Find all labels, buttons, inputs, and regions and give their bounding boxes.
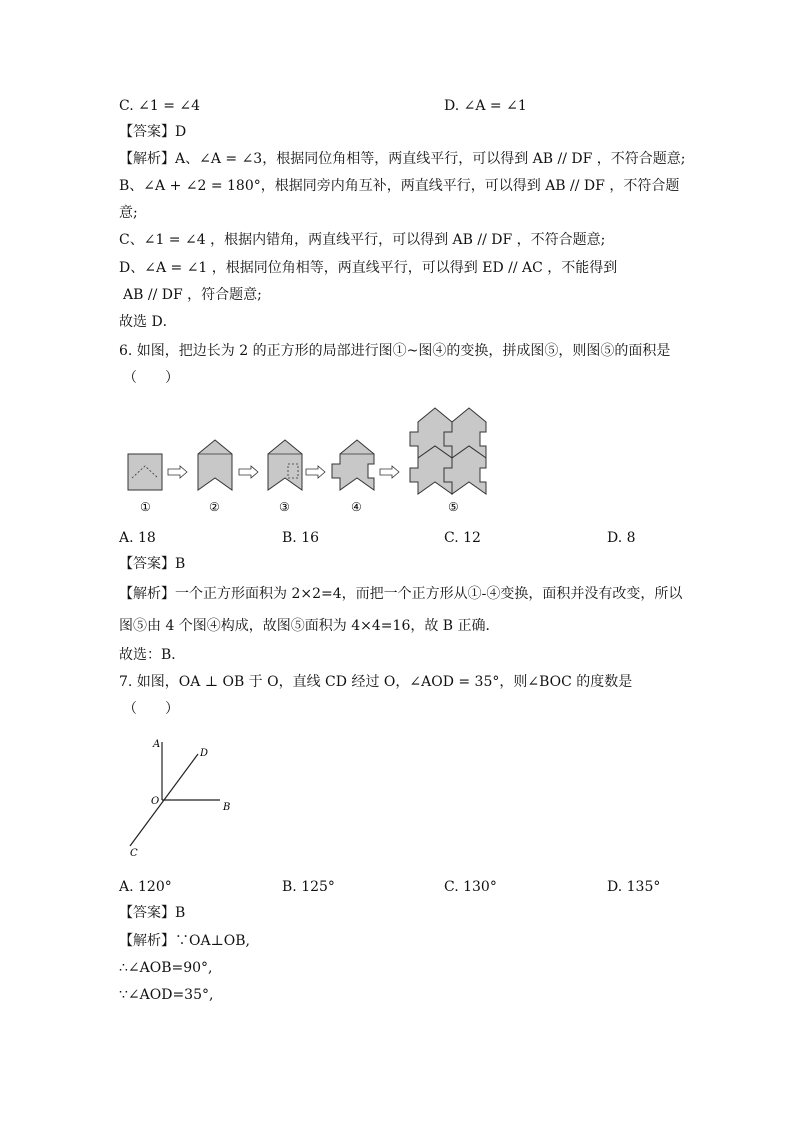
fig4-shape	[332, 440, 374, 490]
q5-analysis-line-2: B、∠A + ∠2 = 180°，根据同旁内角互补，两直线平行，可以得到 AB // DF ，不符合题	[119, 178, 680, 194]
q7-stem: 7. 如图，OA ⊥ OB 于 O，直线 CD 经过 O，∠AOD = 35°，则∠BOC 的度数是	[119, 674, 633, 690]
q7-option-c: C. 130°	[444, 879, 497, 895]
q7-analysis-line-1: 【解析】∵OA⊥OB,	[119, 933, 250, 949]
q6-stem: 6. 如图，把边长为 2 的正方形的局部进行图①~图④的变换，拼成图⑤，则图⑤的面积是	[119, 343, 671, 359]
q7-answer: 【答案】B	[119, 905, 186, 921]
arrow-icon	[239, 466, 258, 478]
q6-option-a: A. 18	[119, 530, 156, 546]
label-o: O	[151, 796, 160, 807]
q7-option-a: A. 120°	[119, 879, 172, 895]
q7-diagram	[120, 730, 250, 862]
label-d: D	[200, 748, 209, 759]
q7-analysis-line-3: ∵∠AOD=35°,	[119, 987, 214, 1003]
arrow-icon	[168, 466, 187, 478]
arrow-icon	[380, 466, 399, 478]
q7-option-d: D. 135°	[607, 879, 661, 895]
q5-answer: 【答案】D	[119, 124, 187, 140]
arrow-icon	[306, 466, 325, 478]
q6-analysis-line-2: 图⑤由 4 个图④构成，故图⑤面积为 4×4=16，故 B 正确．	[119, 618, 500, 634]
label-a: A	[153, 739, 161, 750]
q6-option-b: B. 16	[282, 530, 320, 546]
q6-bracket: （ ）	[123, 370, 179, 386]
q5-analysis-line-3: 意;	[119, 205, 138, 221]
q5-analysis-line-4: C、∠1 = ∠4 ，根据内错角，两直线平行，可以得到 AB // DF ，不符合题意;	[119, 232, 606, 248]
q6-option-c: C. 12	[444, 530, 481, 546]
q6-answer: 【答案】B	[119, 556, 186, 572]
label-b: B	[223, 802, 231, 813]
q5-analysis-line-6: AB // DF ，符合题意;	[123, 287, 262, 303]
label-c: C	[130, 848, 138, 859]
q6-option-d: D. 8	[607, 530, 636, 546]
fig5-label: ⑤	[448, 500, 459, 514]
fig3-label: ③	[279, 500, 290, 514]
q5-option-d: D. ∠A = ∠1	[444, 98, 527, 114]
fig4-label: ④	[351, 500, 362, 514]
q7-bracket: （ ）	[123, 701, 179, 717]
fig1-label: ①	[140, 500, 151, 514]
q5-option-c: C. ∠1 = ∠4	[119, 98, 201, 114]
fig5-tessellation	[410, 408, 486, 494]
fig1-square	[128, 454, 162, 490]
q6-analysis-line-1: 【解析】一个正方形面积为 2×2=4，而把一个正方形从①-④变换，面积并没有改变，所以	[119, 586, 683, 602]
q5-analysis-line-5: D、∠A = ∠1 ，根据同位角相等，两直线平行，可以得到 ED // AC ，不能得到	[119, 260, 618, 276]
fig3-shape	[268, 440, 302, 490]
q6-choice: 故选：B．	[119, 647, 186, 663]
fig2-shape	[198, 440, 232, 490]
q7-option-b: B. 125°	[282, 879, 335, 895]
q5-analysis-line-1: 【解析】A、∠A = ∠3，根据同位角相等，两直线平行，可以得到 AB // DF ，不符合题意;	[119, 151, 686, 167]
q5-choice: 故选 D．	[119, 314, 177, 330]
fig2-label: ②	[209, 500, 220, 514]
q7-analysis-line-2: ∴∠AOB=90°,	[119, 960, 213, 976]
q6-figure	[118, 398, 508, 518]
